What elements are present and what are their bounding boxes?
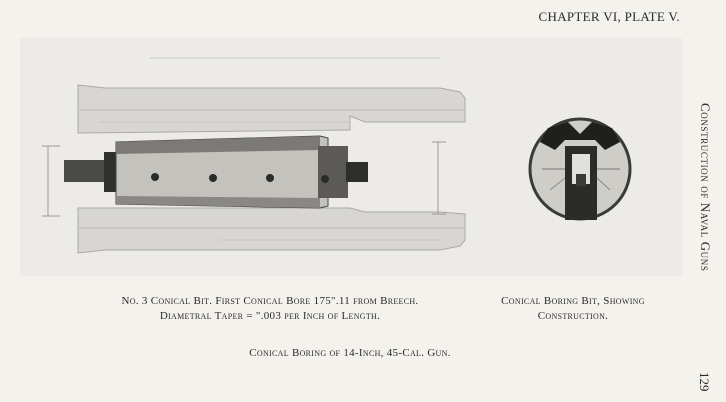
- caption-conical-bit-line2: Diametral Taper = ".003 per Inch of Length.: [159, 310, 381, 322]
- caption-boring-bit-line1: Conical Boring Bit, Showing: [501, 295, 645, 307]
- plate-label: CHAPTER VI, PLATE V.: [538, 9, 680, 24]
- bit-cross-section-figure: [530, 119, 630, 220]
- caption-main: Conical Boring of 14-Inch, 45-Cal. Gun.: [249, 347, 451, 359]
- photo-plate: [20, 38, 682, 276]
- boring-bit-figure: [64, 136, 368, 208]
- caption-boring-bit: [478, 294, 668, 324]
- caption-boring-bit-line2: Construction.: [537, 310, 609, 322]
- running-title: Construction of Naval Guns: [698, 102, 713, 272]
- caption-conical-bit-line1: No. 3 Conical Bit. First Conical Bore 175".11 from Breech.: [121, 295, 419, 307]
- caption-conical-bit: [60, 294, 480, 324]
- page-number: 129: [697, 372, 712, 392]
- gun-wall-upper-figure: [78, 85, 465, 133]
- gun-wall-lower-figure: [78, 208, 465, 253]
